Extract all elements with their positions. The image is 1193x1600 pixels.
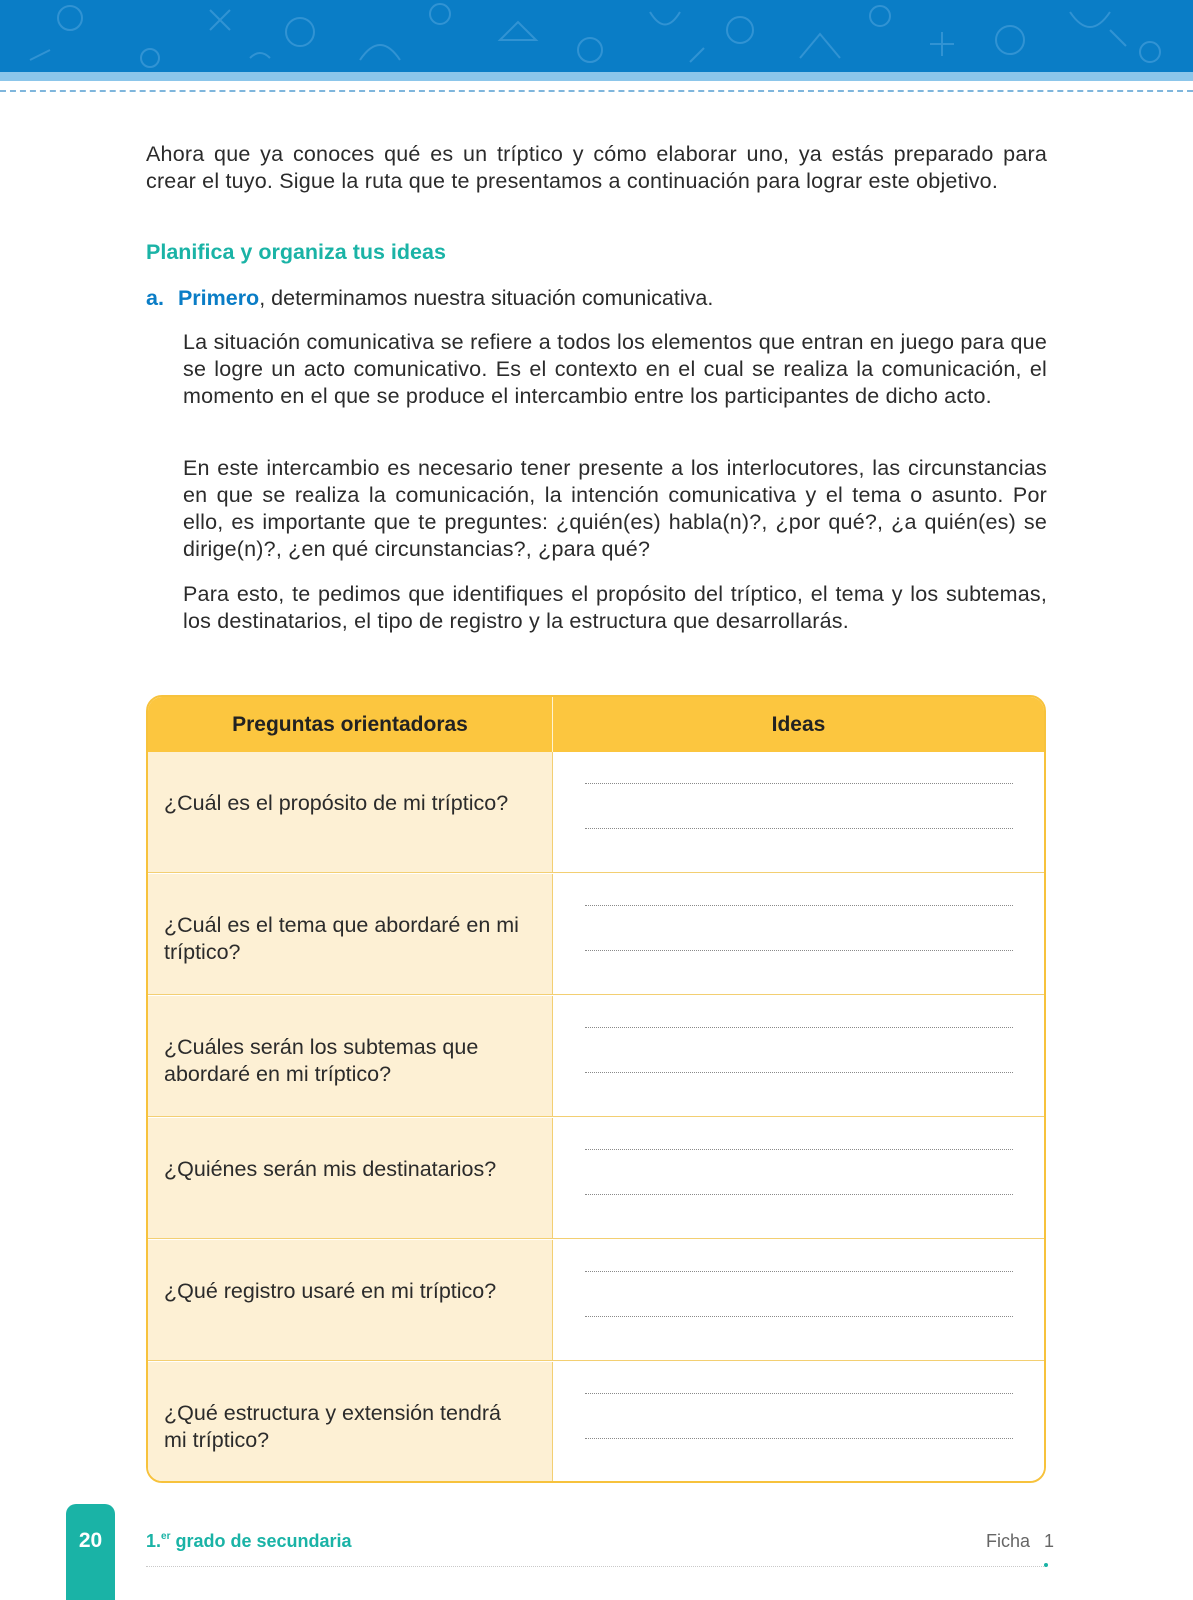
item-a-text: , determinamos nuestra situación comunicativa. [259,286,714,310]
grade-number: 1. [146,1531,162,1551]
answer-line[interactable] [585,828,1013,829]
ideas-cell[interactable] [552,752,1044,873]
guide-questions-table [146,695,1046,1483]
answer-line[interactable] [585,1027,1013,1028]
item-a-marker: a. [146,286,164,310]
doodle-pattern-icon [0,0,1193,72]
header-banner [0,0,1193,72]
ficha-label [986,1531,1054,1552]
answer-line[interactable] [585,783,1013,784]
question-text: ¿Cuál es el propósito de mi tríptico? [164,791,509,815]
answer-line[interactable] [585,1393,1013,1394]
question-text: ¿Qué registro usaré en mi tríptico? [164,1279,497,1303]
section-heading: Planifica y organiza tus ideas [146,240,446,264]
page-number: 20 [78,1529,103,1552]
question-text: ¿Cuál es el tema que abordaré en mi tríptico? [164,913,519,964]
paragraph-intercambio: En este intercambio es necesario tener presente a los interlocutores, las circunstancias en que se realiza la comunicación, la intención comunicativa y el tema o asunto. Por ello, es importante que te preguntes: ¿quién(es) habla(n)?, ¿por qué?, ¿a quién(es) se dirige(n)?, ¿en qué circunstancias?, ¿para qué? [183,456,1047,561]
ideas-cell[interactable] [552,996,1044,1117]
table-row [148,996,1044,1118]
footer-divider [146,1566,1046,1567]
grade-superscript: er [161,1531,171,1542]
grade-label [146,1531,352,1552]
ideas-cell[interactable] [552,1362,1044,1483]
item-a [146,285,713,312]
table-row [148,1118,1044,1240]
table-header [148,697,1044,752]
answer-line[interactable] [585,1194,1013,1195]
question-cell [148,1240,552,1361]
ideas-cell[interactable] [552,1240,1044,1361]
footer-dot-icon [1044,1563,1048,1567]
answer-line[interactable] [585,1149,1013,1150]
ideas-cell[interactable] [552,874,1044,995]
table-row [148,752,1044,874]
paragraph-proposito: Para esto, te pedimos que identifiques el propósito del tríptico, el tema y los subtemas, los destinatarios, el tipo de registro y la estructura que desarrollarás. [183,582,1047,633]
ficha-number: 1 [1043,1531,1054,1551]
ideas-cell[interactable] [552,1118,1044,1239]
table-row [148,1240,1044,1362]
answer-line[interactable] [585,1072,1013,1073]
header-divider [0,90,1193,92]
question-cell [148,996,552,1117]
answer-line[interactable] [585,1438,1013,1439]
answer-line[interactable] [585,950,1013,951]
paragraph-situacion: La situación comunicativa se refiere a todos los elementos que entran en juego para que se logre un acto comunicativo. Es el contexto en el cual se realiza la comunicación, el momento en el que se produce el intercambio entre los participantes de dicho acto. [183,330,1047,408]
question-text: ¿Cuáles serán los subtemas que abordaré en mi tríptico? [164,1035,479,1086]
ficha-text: Ficha [985,1531,1030,1551]
header-strip [0,72,1193,81]
answer-line[interactable] [585,905,1013,906]
table-row [148,1362,1044,1483]
table-row [148,874,1044,996]
answer-line[interactable] [585,1316,1013,1317]
question-text: ¿Qué estructura y extensión tendrá mi tríptico? [164,1401,502,1452]
question-cell [148,874,552,995]
table-header-ideas: Ideas [771,713,826,736]
intro-paragraph: Ahora que ya conoces qué es un tríptico y cómo elaborar uno, ya estás preparado para crear el tuyo. Sigue la ruta que te presentamos a continuación para lograr este objetivo. [146,142,1047,193]
question-cell [148,1118,552,1239]
question-cell [148,1362,552,1483]
table-header-questions: Preguntas orientadoras [232,713,468,736]
question-cell [148,752,552,873]
item-a-keyword: Primero [177,286,260,310]
answer-line[interactable] [585,1271,1013,1272]
grade-text: grado de secundaria [170,1531,352,1551]
question-text: ¿Quiénes serán mis destinatarios? [164,1157,497,1181]
